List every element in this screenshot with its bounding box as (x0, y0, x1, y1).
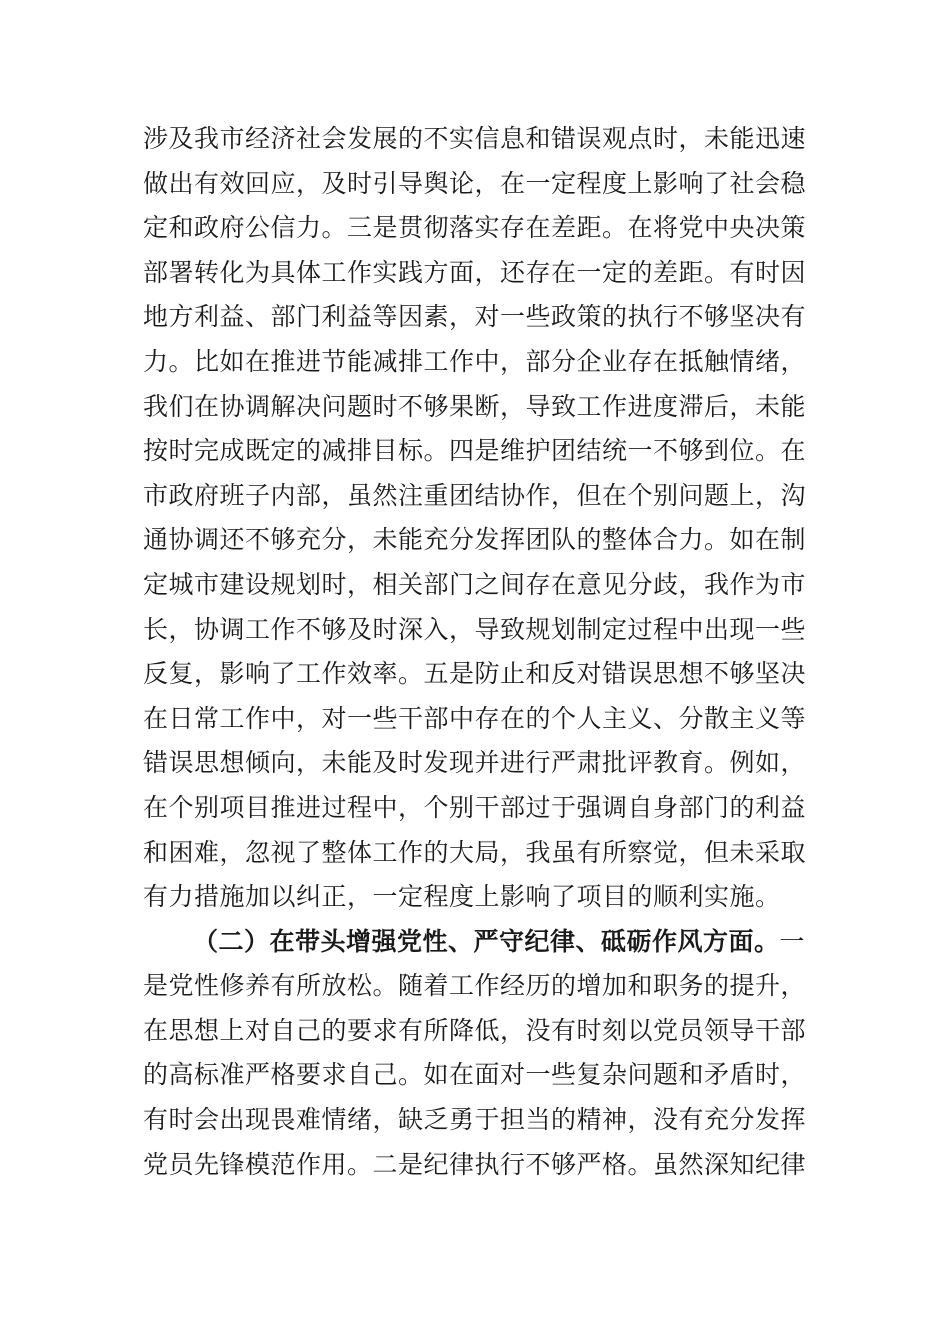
text-line: 在个别项目推进过程中，个别干部过于强调自身部门的利益 (143, 792, 807, 822)
text-line: 反复，影响了工作效率。五是防止和反对错误思想不够坚决 (143, 659, 807, 689)
text-line: 长，协调工作不够及时深入，导致规划制定过程中出现一些 (143, 614, 807, 644)
text-line: 和困难，忽视了整体工作的大局，我虽有所察觉，但未采取 (143, 837, 807, 867)
section-2-first-tail: 一 (779, 926, 806, 956)
text-line: 有力措施加以纠正，一定程度上影响了项目的顺利实施。 (143, 882, 781, 912)
text-line: 的高标准严格要求自己。如在面对一些复杂问题和矛盾时， (143, 1060, 807, 1090)
text-line: 通协调还不够充分，未能充分发挥团队的整体合力。如在制 (143, 525, 807, 555)
text-line: 地方利益、部门利益等因素，对一些政策的执行不够坚决有 (143, 302, 807, 332)
text-line: 涉及我市经济社会发展的不实信息和错误观点时，未能迅速 (143, 124, 807, 153)
text-line: 在思想上对自己的要求有所降低，没有时刻以党员领导干部 (143, 1015, 807, 1045)
section-2-heading: （二）在带头增强党性、严守纪律、砥砺作风方面。 (193, 926, 780, 956)
text-line: 有时会出现畏难情绪，缺乏勇于担当的精神，没有充分发挥 (143, 1105, 807, 1135)
text-line: 按时完成既定的减排目标。四是维护团结统一不够到位。在 (143, 436, 807, 466)
text-line: 市政府班子内部，虽然注重团结协作，但在个别问题上，沟 (143, 480, 807, 510)
body-text (143, 117, 823, 1187)
text-line: 党员先锋模范作用。二是纪律执行不够严格。虽然深知纪律 (143, 1149, 807, 1179)
text-line: 力。比如在推进节能减排工作中，部分企业存在抵触情绪， (143, 346, 807, 376)
text-line: 定城市建设规划时，相关部门之间存在意见分歧，我作为市 (143, 569, 807, 599)
text-line: 是党性修养有所放松。随着工作经历的增加和职务的提升， (143, 971, 807, 1001)
text-line: 部署转化为具体工作实践方面，还存在一定的差距。有时因 (143, 257, 807, 287)
text-line: 定和政府公信力。三是贯彻落实存在差距。在将党中央决策 (143, 213, 807, 243)
text-line: 我们在协调解决问题时不够果断，导致工作进度滞后，未能 (143, 391, 807, 421)
text-line: 错误思想倾向，未能及时发现并进行严肃批评教育。例如， (143, 748, 807, 778)
text-line: 在日常工作中，对一些干部中存在的个人主义、分散主义等 (143, 703, 807, 733)
text-line: 做出有效回应，及时引导舆论，在一定程度上影响了社会稳 (143, 168, 807, 198)
section-2-first-line (143, 920, 823, 965)
